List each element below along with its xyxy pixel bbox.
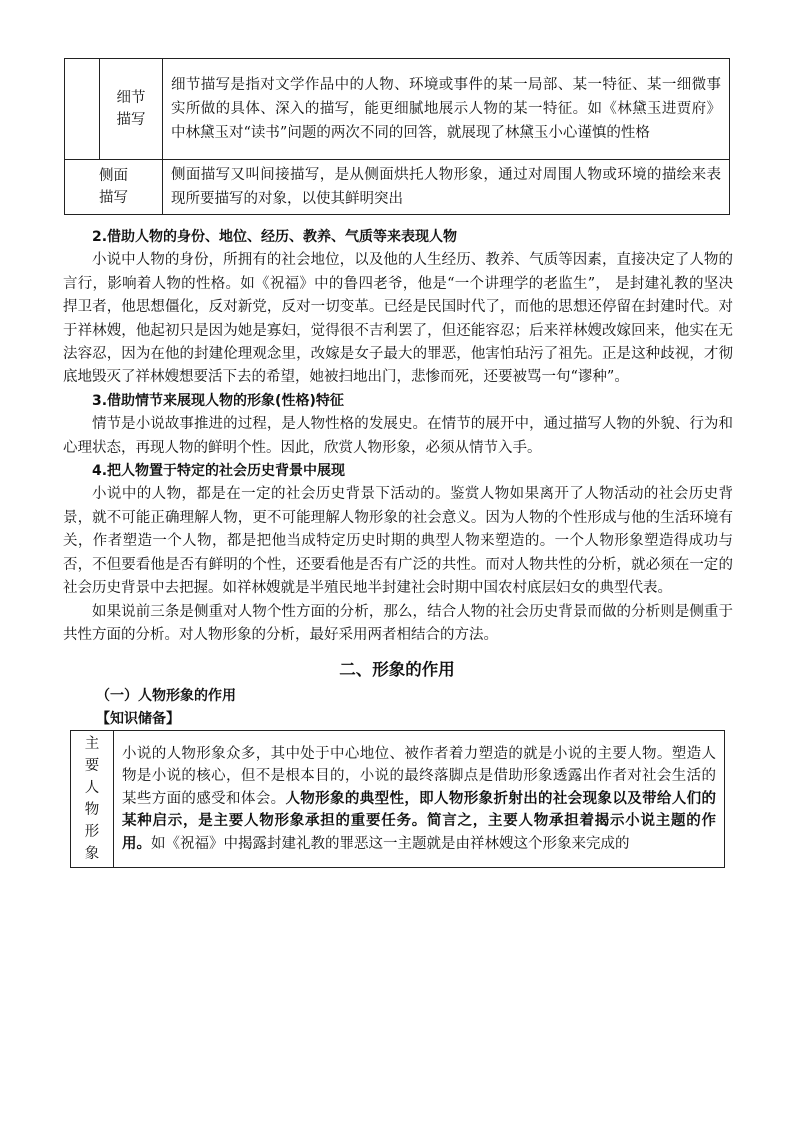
section-heading-3: 3.借助情节来展现人物的形象(性格)特征 — [92, 392, 344, 409]
part-heading: 二、形象的作用 — [339, 660, 455, 679]
subheading-character-role: （一）人物形象的作用 — [96, 688, 236, 704]
summary-paragraph: 如果说前三条是侧重对人物个性方面的分析，那么，结合人物的社会历史背景而做的分析则是侧重于共性方面的分析。对人物形象的分析，最好采用两者相结合的方法。 — [63, 603, 733, 643]
table-cell-empty — [65, 59, 100, 160]
table-row-main-character — [71, 731, 725, 868]
main-character-table — [70, 730, 725, 868]
section-heading-2: 2.借助人物的身份、地位、经历、教养、气质等来表现人物 — [92, 229, 458, 245]
table-label-detail — [100, 59, 163, 160]
table-row-side — [65, 160, 730, 215]
table-text-side: 侧面描写又叫间接描写，是从侧面烘托人物形象，通过对周围人物或环境的描绘来表现所要描写的对象，以使其鲜明突出 — [163, 160, 730, 215]
label-side-text: 侧面 描写 — [99, 168, 128, 206]
part2-subheadings — [63, 685, 733, 732]
table-label-main-character — [71, 731, 114, 868]
text-line-1: 小说的人物形象众多，其中处于中心地位、被作者着力塑造的就是小说的主要人物。 — [122, 745, 672, 762]
table-text-main-character — [114, 731, 725, 868]
table-text-detail: 细节描写是指对文学作品中的人物、环境或事件的某一局部、某一特征、某一细微事实所做的具体、深入的描写，能更细腻地展示人物的某一特征。如《林黛玉进贾府》中林黛玉对“读书”问题的两次不同的回答，就展现了林黛玉小心谨慎的性格 — [163, 59, 730, 160]
text-bold-1: 人物形象的典型性，即人物形象折射出的社会现象以及带给人们的某种启示，是主要人物形象承担的重要任务。 — [122, 790, 717, 830]
text-bold-2: 简言之，主要人物承担着揭示小说主题的作用。 — [122, 813, 716, 852]
section-paragraph-2: 小说中人物的身份，所拥有的社会地位，以及他的人生经历、教养、气质等因素，直接决定了人物的言行，影响着人物的性格。如《祝福》中的鲁四老爷，他是“一个讲理学的老监生”， 是封建礼教的坚决捍卫者，他思想僵化，反对新党，反对一切变革。已经是民国时代了，而他的思想还停留在封建时代。对于祥林嫂，他起初只是因为她是寡妇，觉得很不吉利罢了，但还能容忍；后来祥林嫂改嫁回来，他实在无法容忍，因为在他的封建伦理观念里，改嫁是女子最大的罪恶，他害怕玷污了祖先。正是这种歧视，才彻底地毁灭了祥林嫂想要活下去的希望，她被扫地出门，悲惨而死，还要被骂一句“谬种”。 — [63, 252, 733, 386]
label-detail-text: 细节 描写 — [116, 90, 146, 128]
text-line-2: 塑造人物是小说的核心，但不是根本目的，小说的最终落脚点是借助形象透露出作者对社会生活的某些方面的感受和体会。 — [122, 745, 716, 807]
section-paragraph-4: 小说中的人物，都是在一定的社会历史背景下活动的。鉴赏人物如果离开了人物活动的社会历史背景，就不可能正确理解人物，更不可能理解人物形象的社会意义。因为人物的个性形成与他的生活环境有关，作者塑造一个人物，都是把他当成特定历史时期的典型人物来塑造的。一个人物形象塑造得成功与否，不但要看他是否有鲜明的个性，还要看他是否有广泛的共性。而对人物共性的分析，就必须在一定的社会历史背景中去把握。如祥林嫂就是半殖民地半封建社会时期中国农村底层妇女的典型代表。 — [63, 486, 733, 597]
label-main-character-text: 主 要 人 物 形 象 — [84, 736, 100, 862]
text-tail: 如《祝福》中揭露封建礼教的罪恶这一主题就是由祥林嫂这个形象来完成的 — [151, 835, 630, 852]
table-label-side — [65, 160, 163, 215]
table-row-detail — [65, 59, 730, 160]
knowledge-label: 【知识储备】 — [96, 711, 180, 728]
section-paragraph-3: 情节是小说故事推进的过程，是人物性格的发展史。在情节的展开中，通过描写人物的外貌、行为和心理状态，再现人物的鲜明个性。因此，欣赏人物形象，必须从情节入手。 — [63, 416, 733, 456]
description-methods-table — [64, 58, 730, 215]
body-text-section — [63, 226, 733, 647]
section-heading-4: 4.把人物置于特定的社会历史背景中展现 — [92, 463, 346, 480]
